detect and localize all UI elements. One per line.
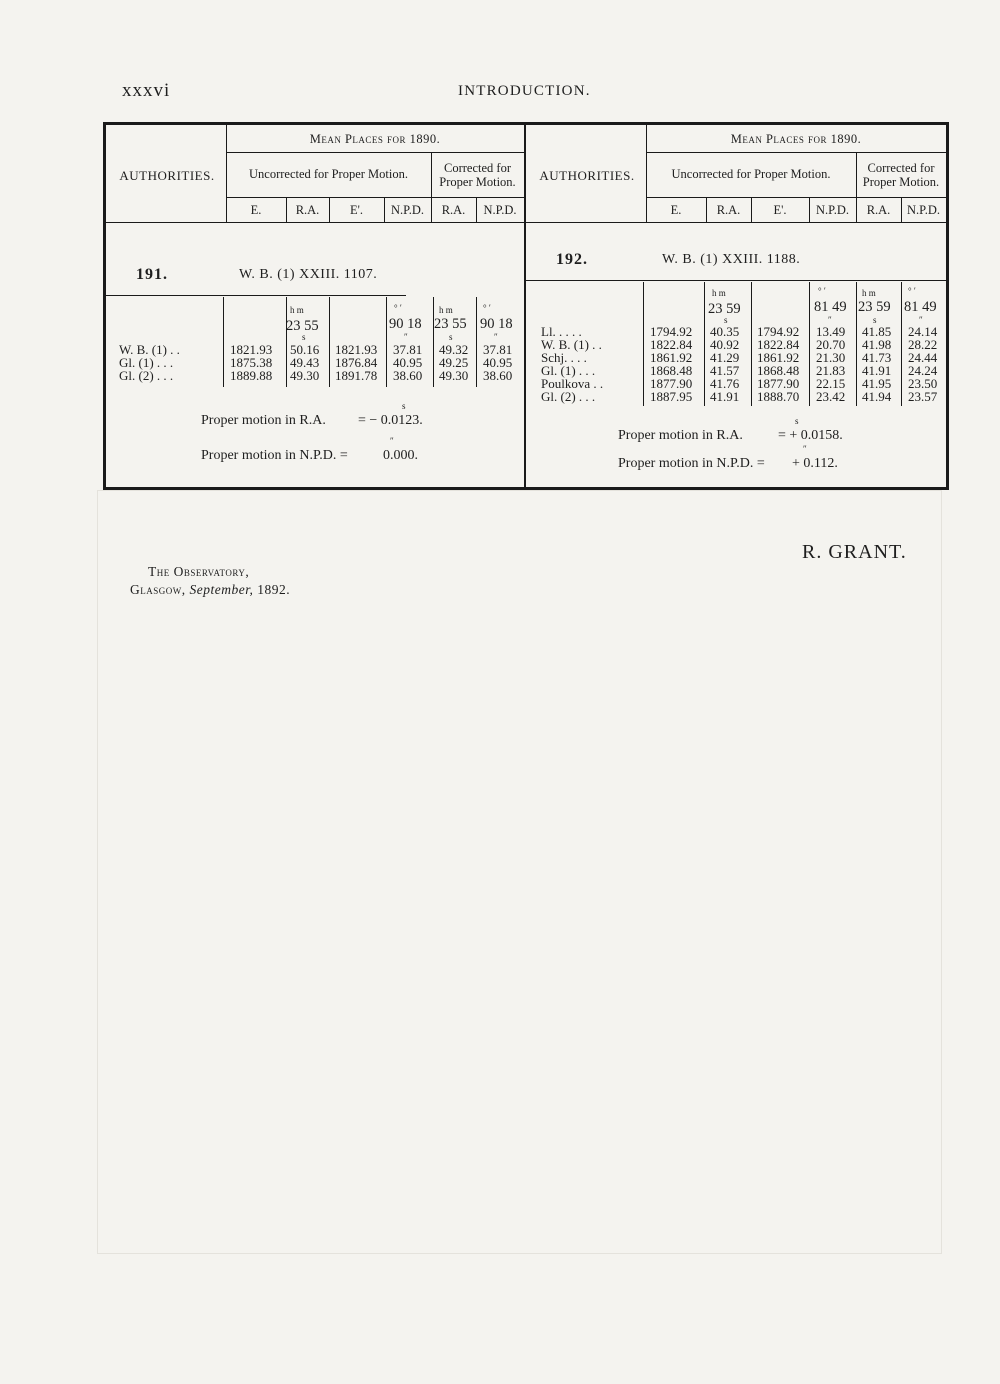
col-header-npd: N.P.D. xyxy=(816,203,849,217)
col-header-e-prime: E'. xyxy=(773,203,787,217)
unit-arcseconds-corrected: ″ xyxy=(494,332,498,342)
proper-motion-ra-value: = − 0.0123. xyxy=(358,413,423,428)
uncorrected-header: Uncorrected for Proper Motion. xyxy=(249,167,408,181)
base-npd-corrected: 90 18 xyxy=(480,316,513,332)
signature-year: 1892. xyxy=(257,582,291,597)
star-number: 192. xyxy=(556,251,588,268)
table-row: Gl. (1) . . . xyxy=(541,363,596,378)
table-row: W. B. (1) . . xyxy=(119,342,180,357)
signature-name: R. GRANT. xyxy=(802,541,907,563)
epoch-column: 1794.92 1822.84 1861.92 1868.48 1877.90 1887.95 xyxy=(650,324,693,404)
authority-column xyxy=(119,343,180,382)
corrected-header: Corrected for Proper Motion. xyxy=(439,161,516,189)
table-row: Poulkova . . xyxy=(541,376,604,391)
ra-corrected-column: 49.32 49.25 49.30 xyxy=(439,342,469,383)
unit-seconds: s xyxy=(724,315,728,325)
unit-degrees-minutes: ° ′ xyxy=(394,303,402,313)
star-number: 191. xyxy=(136,266,168,283)
col-header-ra-corrected: R.A. xyxy=(441,203,466,217)
authorities-header: AUTHORITIES. xyxy=(539,168,635,183)
unit-arcseconds: ″ xyxy=(828,315,832,325)
authorities-header: AUTHORITIES. xyxy=(119,168,215,183)
unit-seconds-corrected: s xyxy=(449,332,453,342)
unit-hours-minutes: h m xyxy=(712,288,726,298)
proper-motion-ra-label: Proper motion in R.A. xyxy=(201,413,326,428)
npd-column: 13.49 20.70 21.30 21.83 22.15 23.42 xyxy=(816,324,846,404)
base-npd-corrected: 81 49 xyxy=(904,299,937,315)
npd-corrected-column: 37.81 40.95 38.60 xyxy=(483,342,513,383)
table-row: Gl. (2) . . . xyxy=(541,389,596,404)
npd-corrected-column: 24.14 28.22 24.44 24.24 23.50 23.57 xyxy=(908,324,938,404)
unit-hours-minutes-corrected: h m xyxy=(862,288,876,298)
col-header-e-prime: E'. xyxy=(349,203,363,217)
ra-column: 40.35 40.92 41.29 41.57 41.76 41.91 xyxy=(710,324,740,404)
bleed-through-shadow xyxy=(97,490,942,1254)
col-header-ra: R.A. xyxy=(716,203,741,217)
mean-places-header: Mean Places for 1890. xyxy=(309,132,441,146)
col-header-npd-corrected: N.P.D. xyxy=(907,203,940,217)
base-ra-corrected: 23 55 xyxy=(434,316,467,332)
base-ra: 23 59 xyxy=(708,301,741,317)
col-header-e: E. xyxy=(250,203,262,217)
mean-places-header: Mean Places for 1890. xyxy=(730,132,862,146)
col-header-npd: N.P.D. xyxy=(391,203,424,217)
authority-column xyxy=(541,325,603,403)
proper-motion-npd-label: Proper motion in N.P.D. = xyxy=(201,448,348,463)
page-title: INTRODUCTION. xyxy=(458,83,591,99)
unit-arcseconds-corrected: ″ xyxy=(919,315,923,325)
base-ra-corrected: 23 59 xyxy=(858,299,891,315)
epoch-prime-column: 1794.92 1822.84 1861.92 1868.48 1877.90 1888.70 xyxy=(757,324,800,404)
signature-month: September, xyxy=(189,582,254,597)
pm-arcsec-mark: ″ xyxy=(803,444,807,454)
epoch-column: 1821.93 1875.38 1889.88 xyxy=(230,342,273,383)
col-header-e: E. xyxy=(670,203,682,217)
signature-address: The Observatory, xyxy=(148,564,250,579)
pm-arcsec-mark: ″ xyxy=(390,436,394,446)
pm-seconds-mark: s xyxy=(402,401,406,411)
signature-city: Glasgow, xyxy=(130,582,186,597)
table-row: W. B. (1) . . xyxy=(541,337,602,352)
uncorrected-header: Uncorrected for Proper Motion. xyxy=(671,167,831,181)
npd-column: 37.81 40.95 38.60 xyxy=(393,342,423,383)
table-left-half xyxy=(106,125,526,487)
unit-degrees-minutes: ° ′ xyxy=(818,286,826,296)
corrected-header: Corrected for Proper Motion. xyxy=(862,161,940,189)
unit-seconds: s xyxy=(302,332,306,342)
epoch-prime-column: 1821.93 1876.84 1891.78 xyxy=(335,342,378,383)
ra-column: 50.16 49.43 49.30 xyxy=(290,342,320,383)
unit-arcseconds: ″ xyxy=(404,332,408,342)
base-npd: 81 49 xyxy=(814,299,847,315)
pm-seconds-mark: s xyxy=(795,416,799,426)
ra-corrected-column: 41.85 41.98 41.73 41.91 41.95 41.94 xyxy=(862,324,892,404)
signature-date-line xyxy=(130,582,290,598)
unit-seconds-corrected: s xyxy=(873,315,877,325)
table-right-half xyxy=(526,125,946,487)
page-number: xxxvi xyxy=(122,80,171,101)
table-row: Gl. (1) . . . xyxy=(119,355,174,370)
star-table xyxy=(103,122,949,490)
star-identifier: W. B. (1) XXIII. 1188. xyxy=(662,252,801,267)
unit-degrees-minutes-corrected: ° ′ xyxy=(908,286,916,296)
col-header-ra: R.A. xyxy=(295,203,320,217)
unit-hours-minutes: h m xyxy=(290,305,304,315)
table-row: Gl. (2) . . . xyxy=(119,368,174,383)
proper-motion-ra-label: Proper motion in R.A. xyxy=(618,428,743,443)
table-row: Schj. . . . xyxy=(541,350,587,365)
proper-motion-ra-value: = + 0.0158. xyxy=(778,428,843,443)
col-header-npd-corrected: N.P.D. xyxy=(483,203,517,217)
col-header-ra-corrected: R.A. xyxy=(866,203,891,217)
unit-degrees-minutes-corrected: ° ′ xyxy=(483,303,491,313)
star-identifier: W. B. (1) XXIII. 1107. xyxy=(239,267,378,282)
proper-motion-npd-value: 0.000. xyxy=(383,448,418,463)
base-ra: 23 55 xyxy=(286,318,319,334)
table-row: Ll. . . . . xyxy=(541,324,582,339)
unit-hours-minutes-corrected: h m xyxy=(439,305,453,315)
base-npd: 90 18 xyxy=(389,316,422,332)
proper-motion-npd-value: + 0.112. xyxy=(792,456,838,471)
proper-motion-npd-label: Proper motion in N.P.D. = xyxy=(618,456,765,471)
